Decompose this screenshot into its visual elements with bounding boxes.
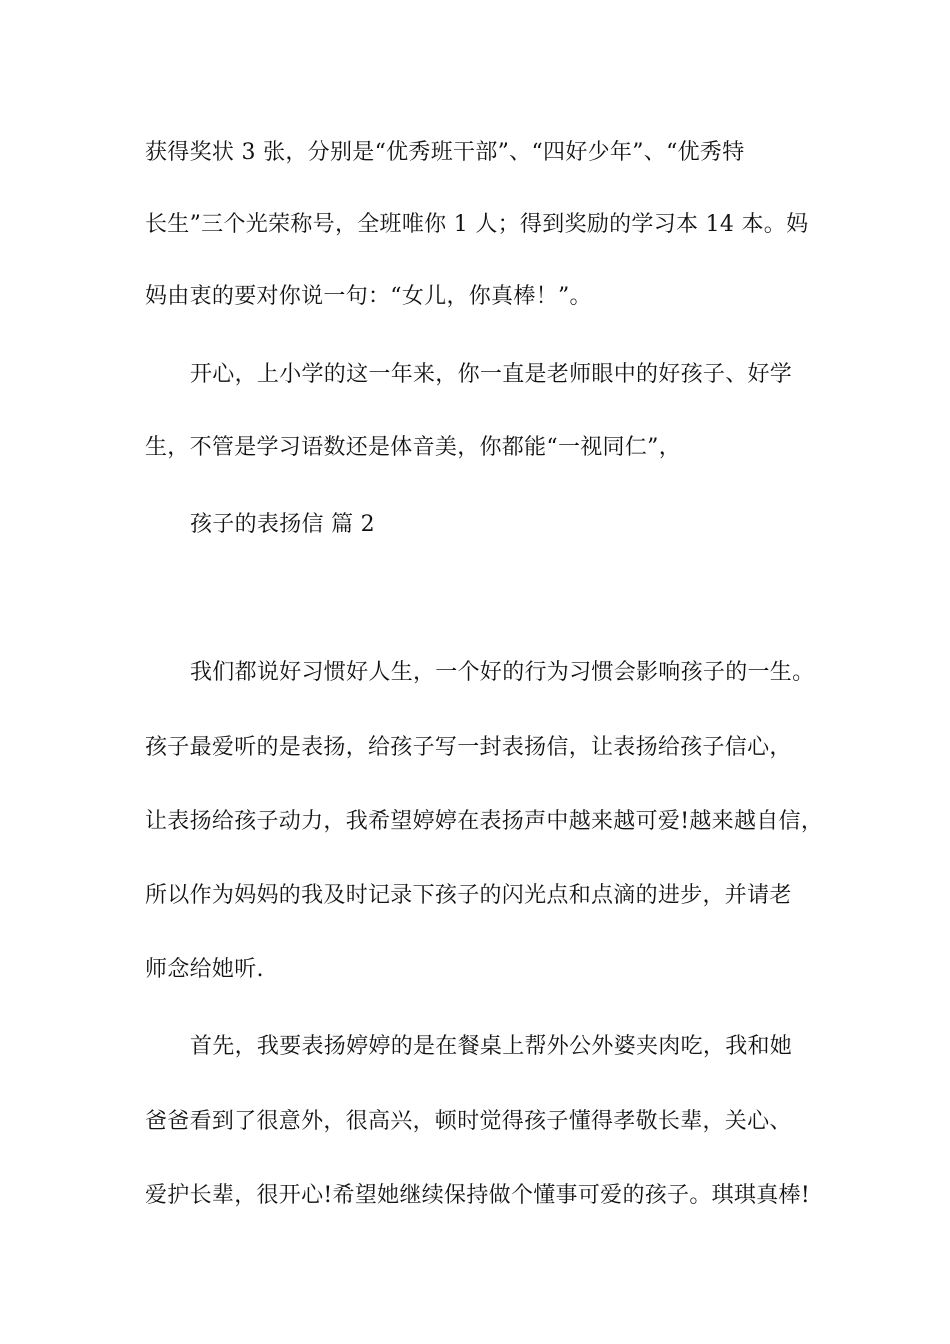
section-heading: 孩子的表扬信 篇 2 bbox=[190, 512, 375, 537]
paragraph-line: 开心，上小学的这一年来，你一直是老师眼中的好孩子、好学 bbox=[190, 362, 793, 387]
paragraph-line: 爱护长辈，很开心!希望她继续保持做个懂事可爱的孩子。琪琪真棒! bbox=[145, 1183, 810, 1208]
paragraph-line: 获得奖状 3 张，分别是“优秀班干部”、“四好少年”、“优秀特 bbox=[145, 140, 745, 165]
paragraph-line: 让表扬给孩子动力，我希望婷婷在表扬声中越来越可爱!越来越自信， bbox=[145, 809, 824, 834]
paragraph-line: 师念给她听. bbox=[145, 957, 264, 982]
paragraph-line: 生，不管是学习语数还是体音美，你都能“一视同仁”， bbox=[145, 435, 681, 460]
paragraph-line: 所以作为妈妈的我及时记录下孩子的闪光点和点滴的进步，并请老 bbox=[145, 883, 792, 908]
paragraph-line: 妈由衷的要对你说一句：“女儿，你真棒！”。 bbox=[145, 284, 592, 309]
paragraph-line: 孩子最爱听的是表扬，给孩子写一封表扬信，让表扬给孩子信心， bbox=[145, 735, 792, 760]
paragraph-line: 我们都说好习惯好人生，一个好的行为习惯会影响孩子的一生。 bbox=[190, 660, 815, 685]
paragraph-line: 首先，我要表扬婷婷的是在餐桌上帮外公外婆夹肉吃，我和她 bbox=[190, 1034, 793, 1059]
paragraph-line: 爸爸看到了很意外，很高兴，顿时觉得孩子懂得孝敬长辈，关心、 bbox=[145, 1109, 792, 1134]
paragraph-line: 长生”三个光荣称号，全班唯你 1 人；得到奖励的学习本 14 本。妈 bbox=[145, 212, 809, 237]
